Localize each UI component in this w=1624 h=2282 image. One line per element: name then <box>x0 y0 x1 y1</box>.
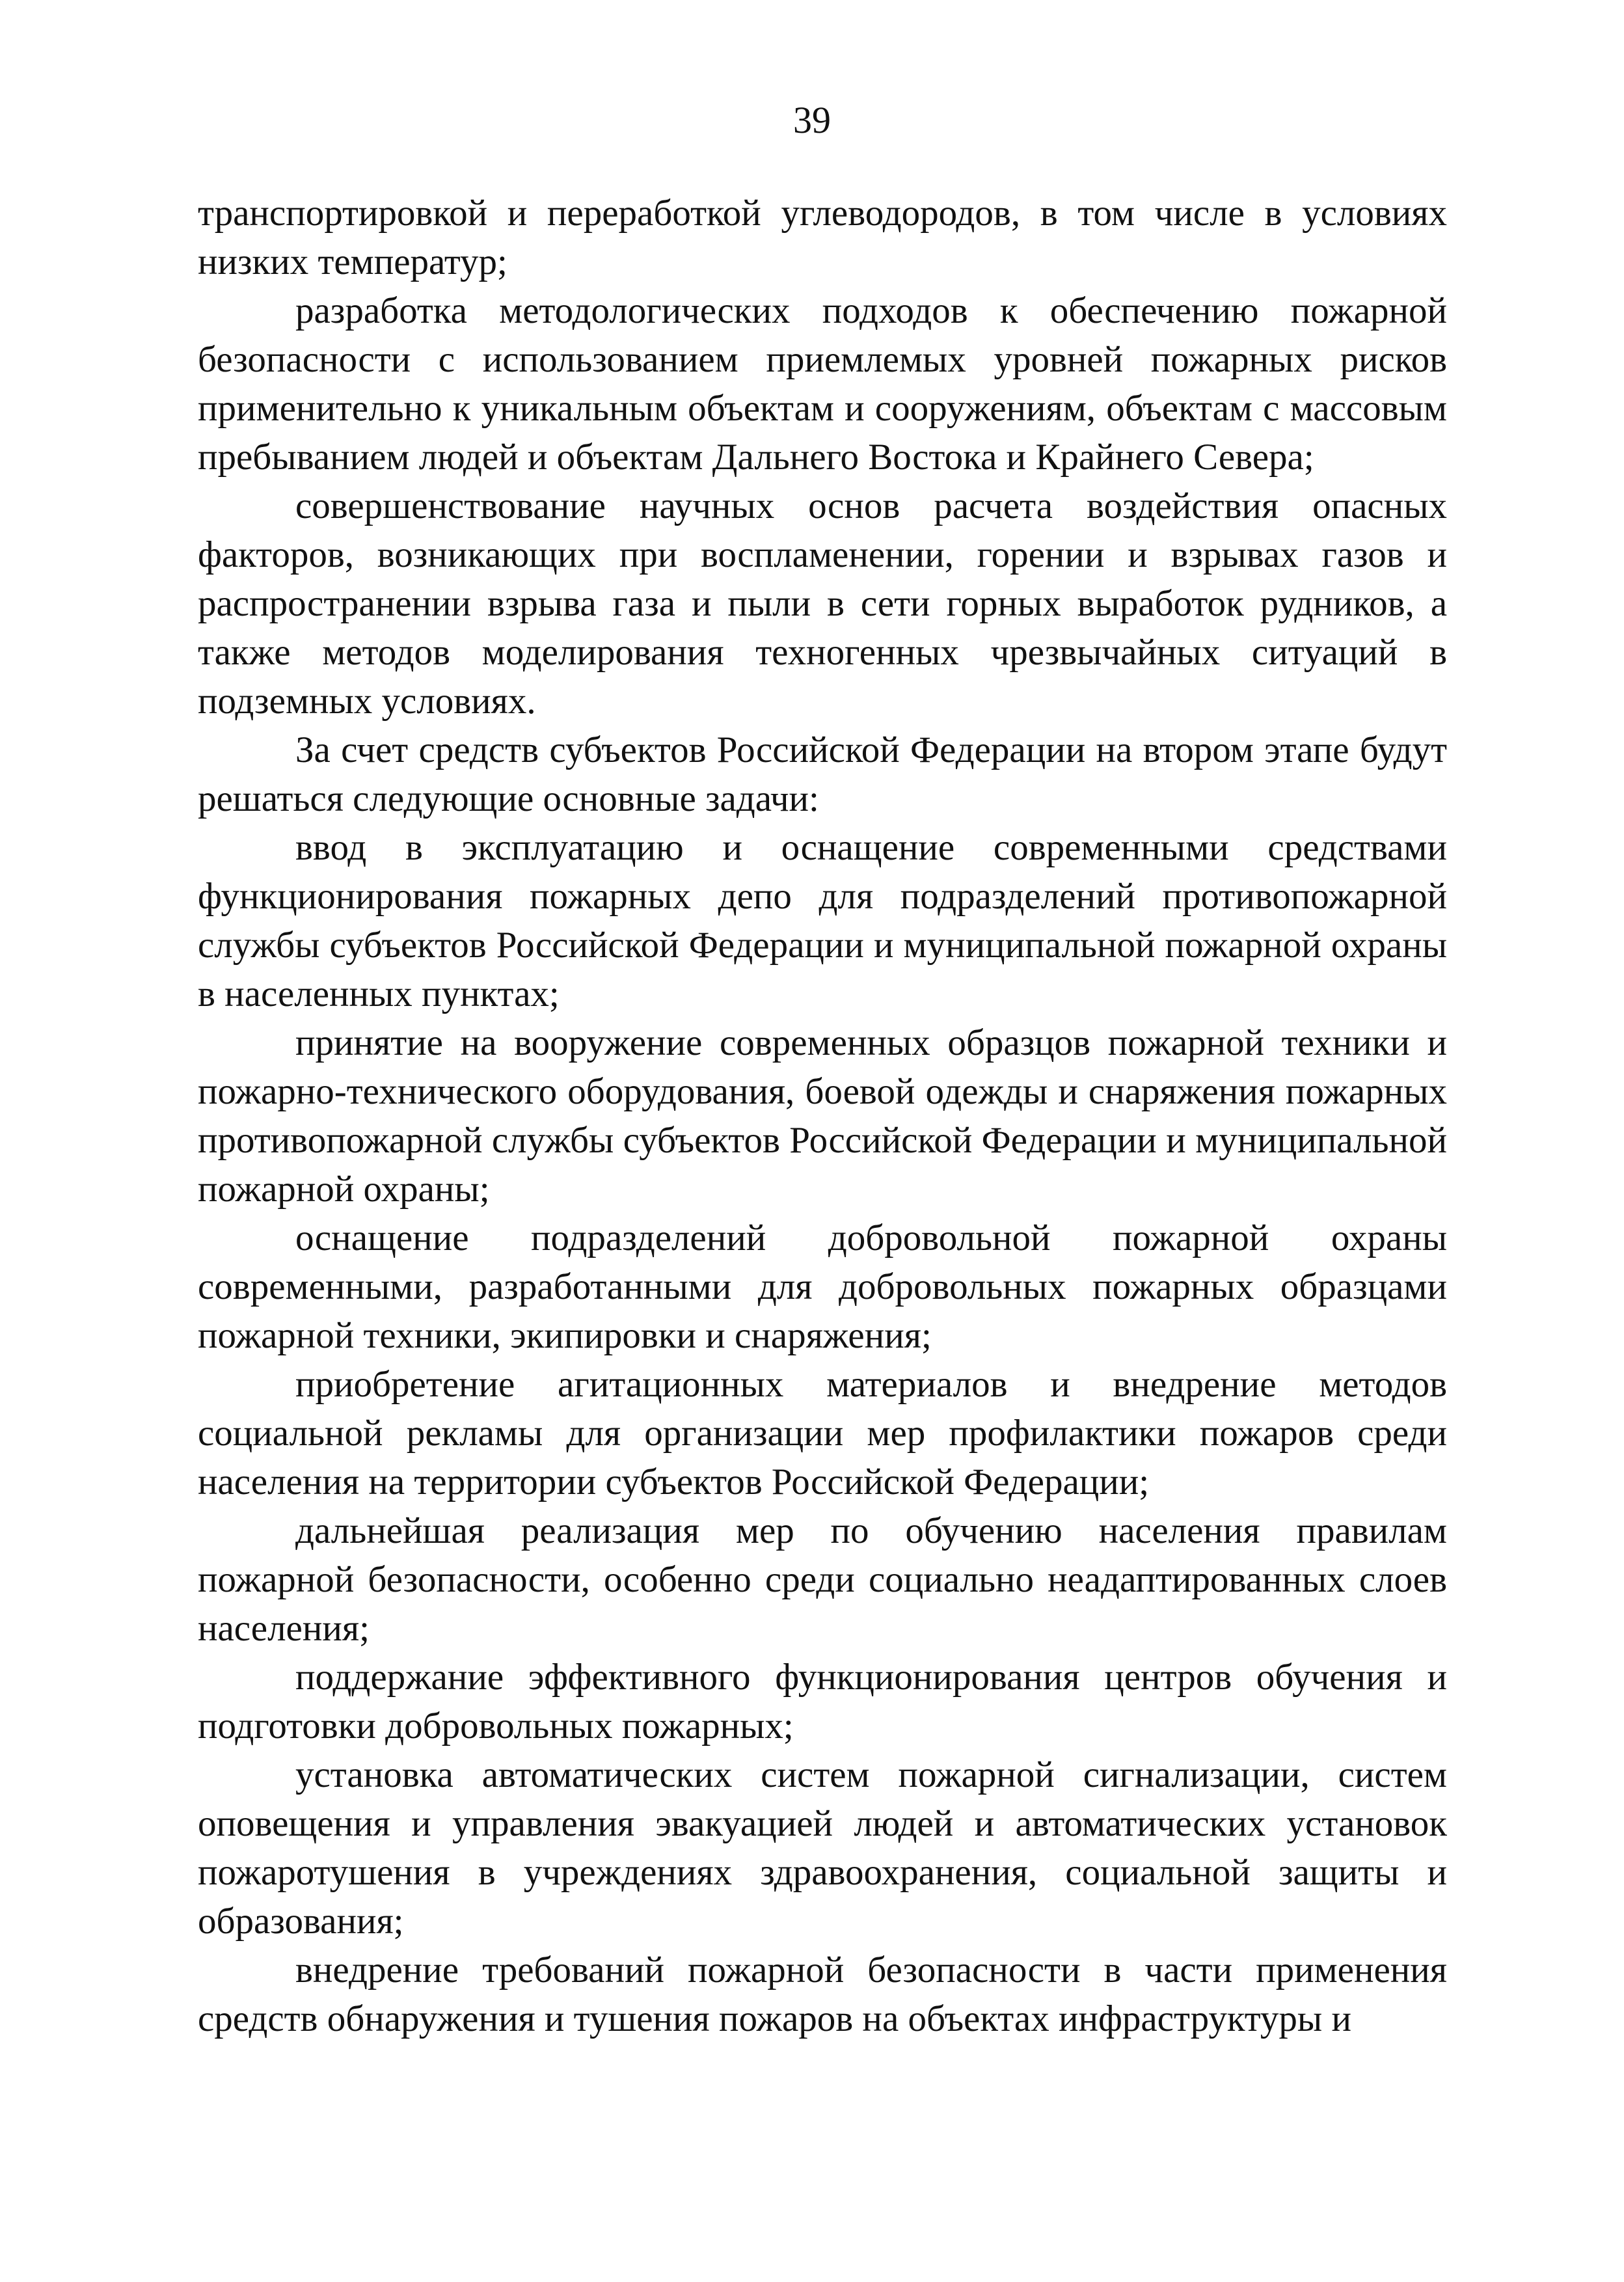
paragraph: установка автоматических систем пожарной сигнализации, систем оповещения и управления эвакуацией людей и автоматических установок пожаротушения в учреждениях здравоохранения, социальной защиты и образования; <box>198 1754 1447 1942</box>
paragraph: дальнейшая реализация мер по обучению населения правилам пожарной безопасности, особенно среди социально неадаптированных слоев населения; <box>198 1510 1447 1649</box>
paragraph: поддержание эффективного функционирования центров обучения и подготовки добровольных пожарных; <box>198 1657 1447 1746</box>
paragraph: принятие на вооружение современных образцов пожарной техники и пожарно-технического оборудования, боевой одежды и снаряжения пожарных противопожарной службы субъектов Российской Федерации и муниципальной пожарной охраны; <box>198 1022 1447 1210</box>
paragraph: За счет средств субъектов Российской Федерации на втором этапе будут решаться следующие основные задачи: <box>198 729 1447 819</box>
body-text <box>198 189 1447 2043</box>
paragraph: приобретение агитационных материалов и внедрение методов социальной рекламы для организации мер профилактики пожаров среди населения на территории субъектов Российской Федерации; <box>198 1364 1447 1502</box>
paragraph: ввод в эксплуатацию и оснащение современными средствами функционирования пожарных депо для подразделений противопожарной службы субъектов Российской Федерации и муниципальной пожарной охраны в населенных пунктах; <box>198 827 1447 1014</box>
paragraph: оснащение подразделений добровольной пожарной охраны современными, разработанными для добровольных пожарных образцами пожарной техники, экипировки и снаряжения; <box>198 1217 1447 1356</box>
paragraph: совершенствование научных основ расчета воздействия опасных факторов, возникающих при воспламенении, горении и взрывах газов и распространении взрыва газа и пыли в сети горных выработок рудников, а также методов моделирования техногенных чрезвычайных ситуаций в подземных условиях. <box>198 485 1447 722</box>
paragraph: разработка методологических подходов к обеспечению пожарной безопасности с использованием приемлемых уровней пожарных рисков применительно к уникальным объектам и сооружениям, объектам с массовым пребыванием людей и объектам Дальнего Востока и Крайнего Севера; <box>198 290 1447 478</box>
paragraph: внедрение требований пожарной безопасности в части применения средств обнаружения и тушения пожаров на объектах инфраструктуры и <box>198 1949 1447 2039</box>
paragraph: транспортировкой и переработкой углеводородов, в том числе в условиях низких температур; <box>198 193 1447 282</box>
page-number: 39 <box>793 99 831 141</box>
